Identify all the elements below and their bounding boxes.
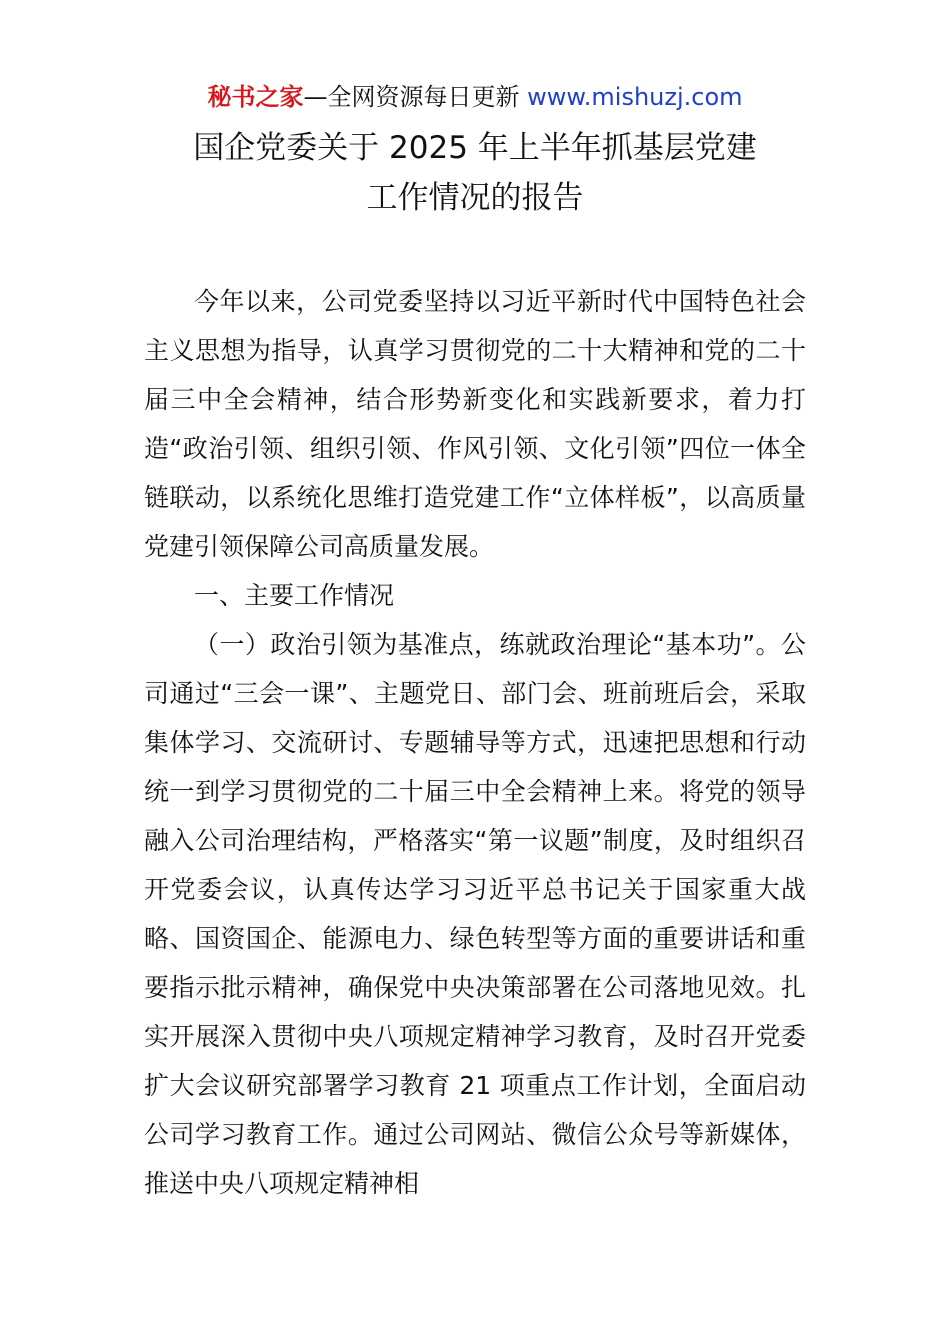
document-title-line-2: 工作情况的报告: [366, 180, 584, 216]
document-body: [144, 277, 806, 1208]
site-brand: 秘书之家: [207, 83, 304, 111]
site-tagline: —全网资源每日更新: [303, 83, 528, 111]
subsection-paragraph: （一）政治引领为基准点，练就政治理论“基本功”。公司通过“三会一课”、主题党日、部门会、班前班后会，采取集体学习、交流研讨、专题辅导等方式，迅速把思想和行动统一到学习贯彻党的二十届三中全会精神上来。将党的领导融入公司治理结构，严格落实“第一议题”制度，及时组织召开党委会议，认真传达学习习近平总书记关于国家重大战略、国资国企、能源电力、绿色转型等方面的重要讲话和重要指示批示精神，确保党中央决策部署在公司落地见效。扎实开展深入贯彻中央八项规定精神学习教育，及时召开党委扩大会议研究部署学习教育 21 项重点工作计划，全面启动公司学习教育工作。通过公司网站、微信公众号等新媒体，推送中央八项规定精神相: [144, 630, 806, 1198]
site-url-link[interactable]: www.mishuzj.com: [527, 83, 743, 111]
site-header: [0, 80, 950, 114]
section-heading: 一、主要工作情况: [194, 581, 395, 610]
document-title-line-1: 国企党委关于 2025 年上半年抓基层党建: [193, 130, 757, 166]
intro-paragraph: 今年以来，公司党委坚持以习近平新时代中国特色社会主义思想为指导，认真学习贯彻党的二十大精神和党的二十届三中全会精神，结合形势新变化和实践新要求，着力打造“政治引领、组织引领、作风引领、文化引领”四位一体全链联动，以系统化思维打造党建工作“立体样板”，以高质量党建引领保障公司高质量发展。: [144, 287, 806, 561]
